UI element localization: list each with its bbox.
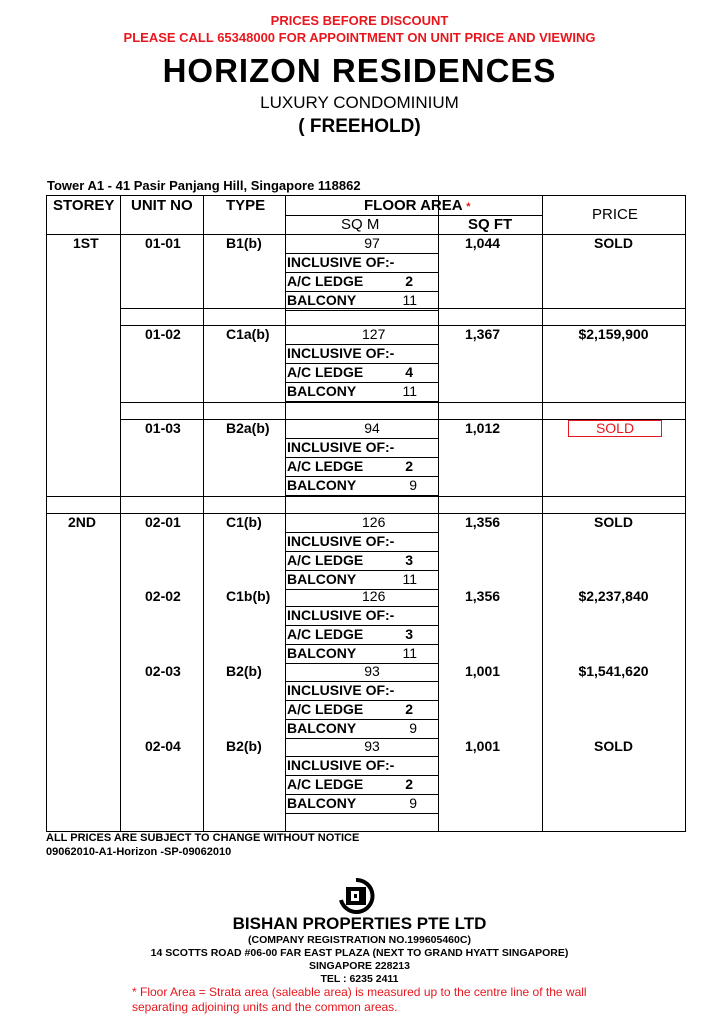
inclusive-label: INCLUSIVE OF:- [287, 682, 395, 698]
unit-sqm: 97 [364, 235, 380, 251]
floor-area-definition-1: * Floor Area = Strata area (saleable area) is measured up to the centre line of the wall [132, 985, 587, 999]
inclusive-label: INCLUSIVE OF:- [287, 757, 395, 773]
ledge-label: A/C LEDGE [287, 273, 364, 289]
unit-sqft: 1,044 [465, 235, 501, 251]
unit-price: SOLD [568, 420, 662, 437]
balcony-label: BALCONY [287, 571, 357, 587]
unit-sqm: 127 [362, 326, 386, 342]
ledge-label: A/C LEDGE [287, 458, 364, 474]
header-price: PRICE [592, 206, 638, 223]
unit-sqft: 1,001 [465, 738, 501, 754]
balcony-value: 9 [409, 477, 417, 493]
unit-sqft: 1,012 [465, 420, 501, 436]
balcony-label: BALCONY [287, 383, 357, 399]
unit-type: C1a(b) [226, 326, 270, 342]
inclusive-label: INCLUSIVE OF:- [287, 533, 395, 549]
unit-no: 02-03 [145, 663, 181, 679]
header-sqft: SQ FT [468, 216, 513, 233]
address: Tower A1 - 41 Pasir Panjang Hill, Singapore 118862 [47, 178, 361, 193]
ledge-label: A/C LEDGE [287, 701, 364, 717]
floor-area-definition-2: separating adjoining units and the common areas. [132, 1000, 398, 1014]
unit-sqm: 126 [362, 514, 386, 530]
project-tenure: ( FREEHOLD) [298, 116, 421, 137]
unit-no: 02-01 [145, 514, 181, 530]
ledge-value: 2 [405, 273, 413, 289]
unit-price: SOLD [594, 738, 633, 754]
unit-type: C1(b) [226, 514, 262, 530]
company-address-1: 14 SCOTTS ROAD #06-00 FAR EAST PLAZA (NEXT TO GRAND HYATT SINGAPORE) [150, 947, 569, 959]
storey-divider [46, 496, 686, 497]
unit-price: $2,237,840 [578, 588, 649, 604]
header-floor-area-label: FLOOR AREA [364, 197, 463, 214]
unit-type: B2(b) [226, 663, 262, 679]
unit-no: 01-03 [145, 420, 181, 436]
spacer-line [120, 402, 686, 403]
document-ref: 09062010-A1-Horizon -SP-09062010 [46, 846, 232, 858]
company-address-2: SINGAPORE 228213 [309, 960, 410, 972]
ledge-label: A/C LEDGE [287, 364, 364, 380]
unit-no: 01-01 [145, 235, 181, 251]
ledge-value: 3 [405, 626, 413, 642]
ledge-value: 4 [405, 364, 413, 380]
ledge-value: 2 [405, 458, 413, 474]
company-logo-icon [337, 878, 375, 914]
ledge-label: A/C LEDGE [287, 552, 364, 568]
inclusive-label: INCLUSIVE OF:- [287, 345, 395, 361]
balcony-value: 11 [402, 383, 417, 399]
unit-price: SOLD [594, 514, 633, 530]
unit-price: $2,159,900 [578, 326, 649, 342]
balcony-value: 9 [409, 720, 417, 736]
balcony-label: BALCONY [287, 292, 357, 308]
ledge-value: 3 [405, 552, 413, 568]
unit-no: 02-04 [145, 738, 181, 754]
balcony-value: 9 [409, 795, 417, 811]
company-name: BISHAN PROPERTIES PTE LTD [232, 914, 487, 933]
balcony-label: BALCONY [287, 720, 357, 736]
unit-price: SOLD [594, 235, 633, 251]
header-floor-area [364, 197, 471, 216]
ledge-label: A/C LEDGE [287, 776, 364, 792]
header-unit-no: UNIT NO [131, 197, 193, 214]
unit-price: $1,541,620 [578, 663, 649, 679]
company-tel: TEL : 6235 2411 [320, 973, 399, 985]
unit-sqft: 1,367 [465, 326, 501, 342]
balcony-value: 11 [402, 292, 417, 308]
header-sqm: SQ M [341, 216, 380, 233]
unit-sqm: 126 [362, 588, 386, 604]
ledge-value: 2 [405, 776, 413, 792]
company-reg: (COMPANY REGISTRATION NO.199605460C) [248, 934, 471, 946]
unit-sqm: 93 [364, 663, 380, 679]
project-title: HORIZON RESIDENCES [162, 52, 557, 89]
unit-sqft: 1,356 [465, 588, 501, 604]
storey-label: 2ND [68, 514, 97, 530]
unit-sqm: 94 [364, 420, 380, 436]
storey-label: 1ST [73, 235, 99, 251]
notice-line-1: PRICES BEFORE DISCOUNT [270, 13, 449, 28]
ledge-value: 2 [405, 701, 413, 717]
inclusive-label: INCLUSIVE OF:- [287, 439, 395, 455]
unit-sqm: 93 [364, 738, 380, 754]
unit-sqft: 1,356 [465, 514, 501, 530]
balcony-value: 11 [402, 571, 417, 587]
unit-no: 01-02 [145, 326, 181, 342]
balcony-label: BALCONY [287, 795, 357, 811]
inclusive-label: INCLUSIVE OF:- [287, 607, 395, 623]
unit-no: 02-02 [145, 588, 181, 604]
project-subtitle: LUXURY CONDOMINIUM [260, 93, 459, 112]
unit-type: B2(b) [226, 738, 262, 754]
header-type: TYPE [226, 197, 266, 214]
balcony-label: BALCONY [287, 645, 357, 661]
ledge-label: A/C LEDGE [287, 626, 364, 642]
balcony-value: 11 [402, 645, 417, 661]
unit-sqft: 1,001 [465, 663, 501, 679]
notice-line-2: PLEASE CALL 65348000 FOR APPOINTMENT ON UNIT PRICE AND VIEWING [123, 30, 596, 45]
floor-area-asterisk: * [466, 201, 471, 213]
unit-type: B2a(b) [226, 420, 270, 436]
change-notice: ALL PRICES ARE SUBJECT TO CHANGE WITHOUT NOTICE [46, 832, 360, 844]
header-storey: STOREY [53, 197, 115, 214]
balcony-label: BALCONY [287, 477, 357, 493]
price-table [46, 195, 686, 832]
unit-type: B1(b) [226, 235, 262, 251]
table-border-top [46, 195, 686, 196]
unit-type: C1b(b) [226, 588, 271, 604]
inclusive-label: INCLUSIVE OF:- [287, 254, 395, 270]
